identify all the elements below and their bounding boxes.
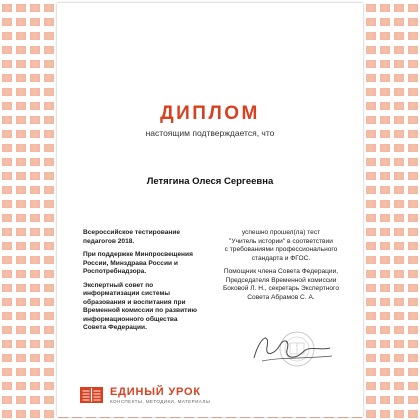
pattern-book-icon [44, 60, 54, 68]
pattern-book-icon [44, 326, 54, 334]
pattern-book-icon [366, 18, 376, 26]
pattern-book-icon [16, 368, 26, 376]
pattern-book-icon [408, 172, 418, 180]
pattern-book-icon [2, 186, 12, 194]
pattern-book-icon [16, 326, 26, 334]
pattern-book-icon [30, 410, 40, 418]
pattern-book-icon [380, 256, 390, 264]
pattern-book-icon [394, 18, 404, 26]
pattern-book-icon [16, 46, 26, 54]
pattern-book-icon [44, 214, 54, 222]
support-info: При поддержке Минпросвещения России, Минздрава России и Роспотребнадзора. [83, 251, 193, 275]
pattern-book-icon [30, 270, 40, 278]
pattern-book-icon [16, 4, 26, 12]
pattern-book-icon [366, 200, 376, 208]
pattern-book-icon [380, 172, 390, 180]
pattern-book-icon [2, 144, 12, 152]
pattern-book-icon [380, 60, 390, 68]
pattern-book-icon [408, 312, 418, 320]
pattern-book-icon [394, 102, 404, 110]
pattern-book-icon [394, 4, 404, 12]
pattern-book-icon [44, 270, 54, 278]
pattern-book-icon [2, 32, 12, 40]
pattern-book-icon [44, 18, 54, 26]
pattern-book-icon [380, 214, 390, 222]
edinyi-urok-logo [79, 381, 219, 411]
pattern-book-icon [366, 60, 376, 68]
pattern-book-icon [2, 158, 12, 166]
pattern-book-icon [16, 130, 26, 138]
pattern-book-icon [380, 354, 390, 362]
pattern-book-icon [16, 116, 26, 124]
pattern-book-icon [408, 200, 418, 208]
pattern-book-icon [380, 312, 390, 320]
pattern-book-icon [380, 102, 390, 110]
pattern-book-icon [408, 102, 418, 110]
pattern-book-icon [408, 116, 418, 124]
pattern-book-icon [394, 200, 404, 208]
pattern-book-icon [394, 116, 404, 124]
pattern-book-icon [366, 214, 376, 222]
pattern-book-icon [2, 312, 12, 320]
pattern-book-icon [30, 200, 40, 208]
pattern-book-icon [394, 368, 404, 376]
diploma-subtitle: настоящим подтверждается, что [145, 128, 275, 138]
pattern-book-icon [366, 396, 376, 404]
event-name: Всероссийское тестирование педагогов 2018. [83, 229, 181, 245]
pattern-book-icon [44, 284, 54, 292]
pattern-book-icon [30, 354, 40, 362]
pattern-book-icon [44, 74, 54, 82]
pattern-book-icon [394, 396, 404, 404]
pattern-book-icon [394, 158, 404, 166]
pattern-book-icon [408, 298, 418, 306]
pattern-book-icon [394, 382, 404, 390]
pattern-book-icon [394, 144, 404, 152]
achievement-info [214, 229, 348, 307]
pattern-book-icon [394, 410, 404, 418]
pattern-book-icon [394, 172, 404, 180]
pattern-book-icon [44, 396, 54, 404]
pattern-book-icon [366, 74, 376, 82]
pattern-book-icon [366, 186, 376, 194]
pattern-book-icon [380, 32, 390, 40]
pattern-book-icon [30, 88, 40, 96]
pattern-book-icon [30, 186, 40, 194]
pattern-book-icon [30, 60, 40, 68]
pattern-book-icon [380, 88, 390, 96]
pattern-book-icon [394, 60, 404, 68]
pattern-book-icon [394, 256, 404, 264]
pattern-book-icon [44, 4, 54, 12]
pattern-book-icon [366, 172, 376, 180]
pattern-book-icon [2, 130, 12, 138]
pattern-book-icon [394, 186, 404, 194]
pattern-book-icon [16, 32, 26, 40]
pattern-book-icon [408, 340, 418, 348]
pattern-book-icon [16, 298, 26, 306]
pattern-book-icon [44, 32, 54, 40]
pattern-book-icon [44, 354, 54, 362]
pattern-book-icon [30, 256, 40, 264]
pattern-book-icon [44, 340, 54, 348]
pattern-book-icon [44, 172, 54, 180]
pattern-book-icon [2, 200, 12, 208]
pattern-book-icon [394, 354, 404, 362]
pattern-book-icon [408, 60, 418, 68]
pattern-book-icon [30, 18, 40, 26]
pattern-book-icon [366, 298, 376, 306]
pattern-book-icon [408, 214, 418, 222]
pattern-book-icon [394, 270, 404, 278]
pattern-book-icon [366, 116, 376, 124]
pattern-book-icon [380, 270, 390, 278]
pattern-book-icon [16, 354, 26, 362]
pattern-book-icon [16, 242, 26, 250]
pattern-book-icon [380, 4, 390, 12]
pattern-book-icon [30, 228, 40, 236]
pattern-book-icon [366, 32, 376, 40]
pattern-book-icon [30, 340, 40, 348]
pattern-book-icon [380, 130, 390, 138]
pattern-book-icon [408, 88, 418, 96]
pattern-book-icon [380, 340, 390, 348]
pattern-book-icon [408, 410, 418, 418]
pattern-book-icon [30, 158, 40, 166]
pattern-book-icon [16, 214, 26, 222]
pattern-book-icon [394, 298, 404, 306]
pattern-book-icon [30, 102, 40, 110]
pattern-book-icon [30, 368, 40, 376]
pattern-book-icon [380, 116, 390, 124]
pattern-book-icon [408, 144, 418, 152]
pattern-book-icon [394, 74, 404, 82]
pattern-book-icon [408, 256, 418, 264]
pattern-book-icon [366, 312, 376, 320]
pattern-book-icon [366, 256, 376, 264]
pattern-book-icon [2, 298, 12, 306]
pattern-book-icon [380, 396, 390, 404]
pattern-book-icon [44, 102, 54, 110]
pattern-book-icon [366, 4, 376, 12]
pattern-book-icon [44, 382, 54, 390]
pattern-book-icon [30, 116, 40, 124]
pattern-book-icon [16, 102, 26, 110]
pattern-book-icon [16, 60, 26, 68]
pattern-book-icon [30, 130, 40, 138]
pattern-book-icon [366, 46, 376, 54]
pattern-book-icon [2, 18, 12, 26]
pattern-book-icon [16, 396, 26, 404]
pattern-book-icon [394, 326, 404, 334]
pattern-book-icon [16, 312, 26, 320]
pattern-book-icon [30, 284, 40, 292]
pattern-book-icon [408, 158, 418, 166]
pattern-book-icon [380, 200, 390, 208]
diploma-title: ДИПЛОМ [160, 103, 260, 124]
pattern-book-icon [44, 410, 54, 418]
pattern-book-icon [30, 214, 40, 222]
pattern-book-icon [44, 186, 54, 194]
pattern-book-icon [16, 256, 26, 264]
pattern-book-icon [16, 382, 26, 390]
pattern-book-icon [44, 368, 54, 376]
pattern-book-icon [408, 18, 418, 26]
pattern-book-icon [30, 74, 40, 82]
recipient-name: Летягина Олеся Сергеевна [146, 176, 274, 187]
pattern-book-icon [366, 158, 376, 166]
pattern-book-icon [2, 172, 12, 180]
pattern-book-icon [30, 298, 40, 306]
pattern-book-icon [44, 130, 54, 138]
pattern-book-icon [408, 354, 418, 362]
pattern-book-icon [394, 284, 404, 292]
pattern-book-icon [366, 410, 376, 418]
pattern-book-icon [408, 284, 418, 292]
pattern-book-icon [408, 130, 418, 138]
pattern-book-icon [380, 46, 390, 54]
pattern-book-icon [2, 228, 12, 236]
pattern-book-icon [16, 228, 26, 236]
pattern-book-icon [2, 214, 12, 222]
pattern-book-icon [380, 186, 390, 194]
pattern-book-icon [2, 60, 12, 68]
logo-tagline: КОНСПЕКТЫ, МЕТОДИКИ, МАТЕРИАЛЫ [110, 399, 211, 404]
pattern-book-icon [44, 312, 54, 320]
pattern-book-icon [380, 242, 390, 250]
pattern-book-icon [2, 368, 12, 376]
pattern-book-icon [30, 326, 40, 334]
pattern-book-icon [380, 368, 390, 376]
pattern-book-icon [2, 46, 12, 54]
pattern-book-icon [2, 382, 12, 390]
pattern-book-icon [30, 4, 40, 12]
pattern-book-icon [408, 186, 418, 194]
pattern-book-icon [44, 46, 54, 54]
pattern-book-icon [394, 312, 404, 320]
pattern-book-icon [394, 32, 404, 40]
diploma-sheet [57, 3, 363, 417]
signature-and-seal [240, 328, 340, 373]
pattern-book-icon [2, 340, 12, 348]
pattern-book-icon [408, 382, 418, 390]
pattern-book-icon [16, 88, 26, 96]
pattern-book-icon [30, 382, 40, 390]
pattern-book-icon [2, 242, 12, 250]
pattern-book-icon [2, 102, 12, 110]
pattern-book-icon [30, 172, 40, 180]
pattern-book-icon [408, 368, 418, 376]
pattern-book-icon [366, 130, 376, 138]
pattern-book-icon [366, 228, 376, 236]
pattern-book-icon [30, 32, 40, 40]
pattern-book-icon [394, 242, 404, 250]
pattern-book-icon [16, 340, 26, 348]
pattern-book-icon [380, 382, 390, 390]
pattern-book-icon [16, 270, 26, 278]
pattern-book-icon [16, 200, 26, 208]
pattern-book-icon [30, 144, 40, 152]
pattern-book-icon [44, 116, 54, 124]
expert-council-info: Экспертный совет по информатизации системы образования и воспитания при Временной комиссии по развитию информационного общества Совета Федерации. [83, 281, 198, 331]
pattern-book-icon [2, 4, 12, 12]
pattern-book-icon [408, 32, 418, 40]
pattern-book-icon [30, 312, 40, 320]
pattern-book-icon [16, 410, 26, 418]
test-result: успешно прошел(ла) тест "Учитель истории" в соответствии с требованиями профессионального стандарта и ФГОС. [224, 229, 338, 262]
pattern-book-icon [408, 270, 418, 278]
pattern-book-icon [380, 18, 390, 26]
pattern-book-icon [366, 382, 376, 390]
pattern-book-icon [366, 270, 376, 278]
pattern-book-icon [366, 354, 376, 362]
pattern-book-icon [408, 74, 418, 82]
pattern-book-icon [380, 74, 390, 82]
pattern-book-icon [380, 158, 390, 166]
open-book-icon [79, 385, 104, 405]
pattern-book-icon [2, 88, 12, 96]
pattern-book-icon [380, 326, 390, 334]
pattern-book-icon [44, 158, 54, 166]
pattern-book-icon [44, 200, 54, 208]
pattern-book-icon [366, 102, 376, 110]
pattern-book-icon [2, 116, 12, 124]
signatory-info: Помощник члена Совета Федерации, Председателя Временной комиссии Боковой Л. Н., секретарь Экспертного Совета Абрамов С. А. [222, 268, 339, 301]
pattern-book-icon [2, 270, 12, 278]
pattern-book-icon [2, 256, 12, 264]
pattern-book-icon [30, 46, 40, 54]
pattern-book-icon [394, 228, 404, 236]
pattern-book-icon [408, 228, 418, 236]
pattern-book-icon [366, 242, 376, 250]
pattern-book-icon [408, 46, 418, 54]
pattern-book-icon [2, 284, 12, 292]
pattern-book-icon [394, 46, 404, 54]
pattern-book-icon [2, 396, 12, 404]
pattern-book-icon [44, 144, 54, 152]
pattern-book-icon [380, 298, 390, 306]
pattern-book-icon [408, 326, 418, 334]
pattern-book-icon [380, 144, 390, 152]
pattern-book-icon [44, 256, 54, 264]
pattern-book-icon [30, 396, 40, 404]
pattern-book-icon [394, 214, 404, 222]
pattern-book-icon [16, 158, 26, 166]
pattern-book-icon [366, 144, 376, 152]
pattern-book-icon [366, 326, 376, 334]
pattern-book-icon [366, 88, 376, 96]
pattern-book-icon [2, 326, 12, 334]
pattern-book-icon [380, 228, 390, 236]
pattern-book-icon [408, 396, 418, 404]
pattern-book-icon [16, 144, 26, 152]
pattern-book-icon [366, 284, 376, 292]
logo-name: ЕДИНЫЙ УРОК [110, 386, 201, 398]
pattern-book-icon [44, 298, 54, 306]
pattern-book-icon [366, 368, 376, 376]
pattern-book-icon [366, 340, 376, 348]
pattern-book-icon [408, 242, 418, 250]
pattern-book-icon [16, 284, 26, 292]
pattern-book-icon [408, 4, 418, 12]
pattern-book-icon [380, 284, 390, 292]
pattern-book-icon [2, 74, 12, 82]
pattern-book-icon [394, 88, 404, 96]
pattern-book-icon [2, 354, 12, 362]
pattern-book-icon [394, 340, 404, 348]
pattern-book-icon [16, 172, 26, 180]
pattern-book-icon [16, 186, 26, 194]
pattern-book-icon [394, 130, 404, 138]
pattern-book-icon [16, 74, 26, 82]
pattern-book-icon [380, 410, 390, 418]
pattern-book-icon [30, 242, 40, 250]
organizer-info [83, 229, 215, 338]
pattern-book-icon [16, 18, 26, 26]
pattern-book-icon [44, 242, 54, 250]
pattern-book-icon [44, 88, 54, 96]
pattern-book-icon [2, 410, 12, 418]
pattern-book-icon [44, 228, 54, 236]
